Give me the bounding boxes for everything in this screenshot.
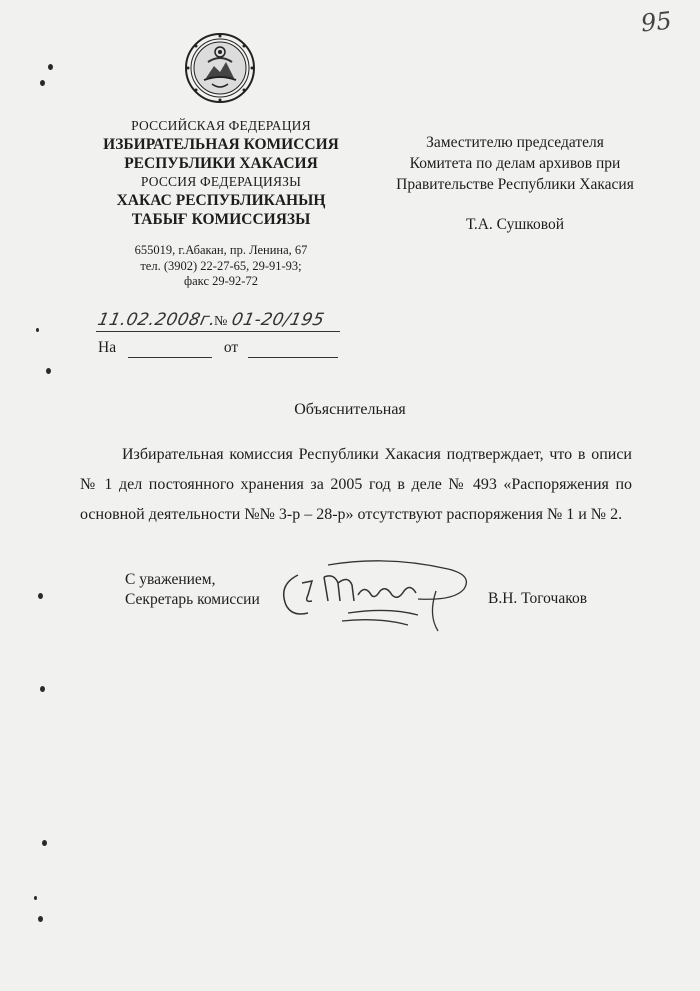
document-body: Избирательная комиссия Республики Хакасия подтверждает, что в описи № 1 дел постоянного хранения за 2005 год в деле № 493 «Распоряжения по основной деятельности №№ 3-р – 28-р» отсутствуют распоряжения № 1 и № 2.	[80, 446, 632, 523]
binding-hole-mark	[40, 80, 45, 86]
registration-date: 11.02.2008г.	[95, 310, 218, 330]
letterhead-country-khakas: РОССИЯ ФЕДЕРАЦИЯЗЫ	[140, 174, 302, 189]
binding-hole-mark	[34, 896, 37, 900]
letterhead	[96, 117, 346, 290]
registration-underline	[96, 331, 340, 332]
binding-hole-mark	[46, 368, 51, 374]
binding-hole-mark	[38, 916, 43, 922]
reference-ot-label: от	[223, 339, 239, 356]
recipient-block	[380, 132, 650, 235]
registration-number: 01-20/195	[229, 310, 327, 330]
recipient-government: Правительстве Республики Хакасия	[396, 176, 634, 193]
letterhead-fax: факс 29-92-72	[184, 274, 258, 288]
binding-hole-mark	[42, 840, 47, 846]
closing-regards: С уважением,	[125, 571, 216, 588]
archive-page-number: 95	[640, 6, 674, 38]
letterhead-phone: тел. (3902) 22-27-65, 29-91-93;	[140, 258, 302, 273]
document-title: Объяснительная	[294, 401, 406, 418]
signer-name: В.Н. Тогочаков	[488, 590, 588, 607]
reference-date-blank	[248, 339, 338, 358]
binding-hole-mark	[36, 328, 39, 332]
registration-number-sign: №	[214, 314, 228, 329]
emblem-icon	[184, 32, 256, 104]
letterhead-org-name-khakas: ТАБЫҒ КОМИССИЯЗЫ	[131, 211, 311, 228]
recipient-name: Т.А. Сушковой	[465, 216, 565, 233]
reference-number-blank	[128, 339, 212, 358]
reference-na-label: На	[98, 339, 117, 356]
signature-icon	[268, 555, 478, 635]
registration-line	[96, 302, 340, 332]
letterhead-address: 655019, г.Абакан, пр. Ленина, 67	[134, 243, 308, 257]
letterhead-org-name: ИЗБИРАТЕЛЬНАЯ КОМИССИЯ	[103, 136, 339, 153]
letterhead-country: РОССИЙСКАЯ ФЕДЕРАЦИЯ	[131, 118, 311, 133]
binding-hole-mark	[40, 686, 45, 692]
binding-hole-mark	[48, 64, 53, 70]
letterhead-org-region: РЕСПУБЛИКИ ХАКАСИЯ	[124, 155, 318, 172]
closing-block	[125, 570, 260, 610]
reference-line	[98, 339, 338, 358]
closing-position: Секретарь комиссии	[125, 591, 260, 608]
binding-hole-mark	[38, 593, 43, 599]
recipient-position: Заместителю председателя	[426, 134, 604, 151]
recipient-committee: Комитета по делам архивов при	[409, 155, 621, 172]
letterhead-org-region-khakas: ХАКАС РЕСПУБЛИКАНЫҢ	[116, 192, 326, 209]
